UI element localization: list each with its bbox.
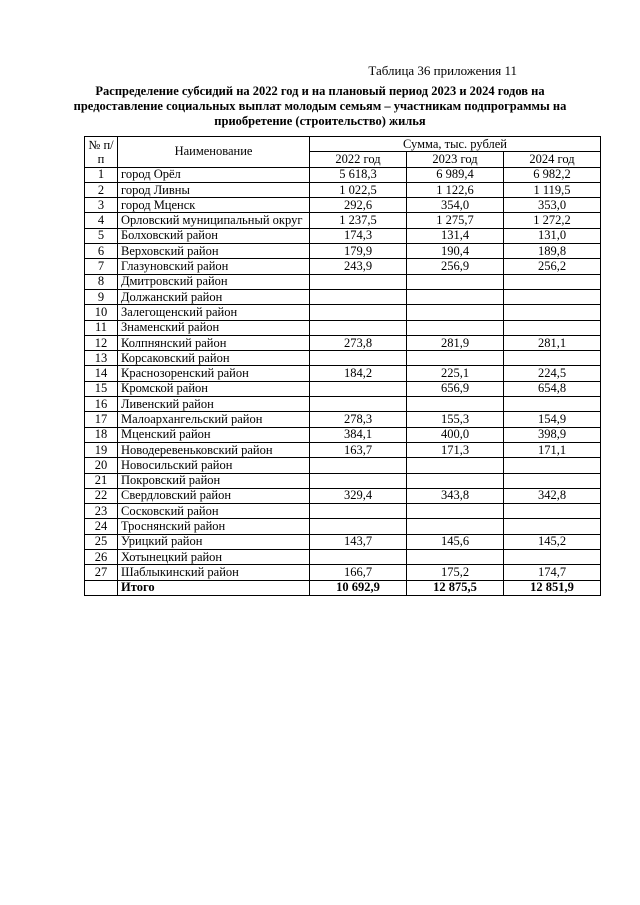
row-value-2024: 171,1 bbox=[504, 442, 601, 457]
row-name: Малоархангельский район bbox=[118, 412, 310, 427]
row-value-2024 bbox=[504, 458, 601, 473]
row-value-2023: 155,3 bbox=[407, 412, 504, 427]
row-value-2024: 189,8 bbox=[504, 244, 601, 259]
header-year-2022: 2022 год bbox=[310, 152, 407, 167]
table-row bbox=[85, 412, 601, 427]
row-number: 25 bbox=[85, 534, 118, 549]
row-value-2022: 184,2 bbox=[310, 366, 407, 381]
row-name: город Ливны bbox=[118, 182, 310, 197]
row-number: 4 bbox=[85, 213, 118, 228]
row-name: Корсаковский район bbox=[118, 351, 310, 366]
row-name: Новосильский район bbox=[118, 458, 310, 473]
row-value-2024 bbox=[504, 473, 601, 488]
total-2022: 10 692,9 bbox=[310, 580, 407, 595]
row-value-2022 bbox=[310, 305, 407, 320]
table-row bbox=[85, 228, 601, 243]
row-name: Ливенский район bbox=[118, 397, 310, 412]
row-value-2022 bbox=[310, 458, 407, 473]
table-row bbox=[85, 320, 601, 335]
row-value-2023: 281,9 bbox=[407, 335, 504, 350]
row-value-2022 bbox=[310, 550, 407, 565]
row-value-2024: 281,1 bbox=[504, 335, 601, 350]
row-value-2024 bbox=[504, 519, 601, 534]
table-row bbox=[85, 366, 601, 381]
row-value-2023: 190,4 bbox=[407, 244, 504, 259]
row-value-2022: 163,7 bbox=[310, 442, 407, 457]
row-number: 8 bbox=[85, 274, 118, 289]
table-row bbox=[85, 534, 601, 549]
row-number: 1 bbox=[85, 167, 118, 182]
row-value-2022: 273,8 bbox=[310, 335, 407, 350]
row-name: Мценский район bbox=[118, 427, 310, 442]
table-row bbox=[85, 442, 601, 457]
row-number: 18 bbox=[85, 427, 118, 442]
row-value-2023: 256,9 bbox=[407, 259, 504, 274]
row-value-2023: 6 989,4 bbox=[407, 167, 504, 182]
row-value-2023: 175,2 bbox=[407, 565, 504, 580]
row-name: Должанский район bbox=[118, 289, 310, 304]
row-value-2023: 354,0 bbox=[407, 198, 504, 213]
row-number: 3 bbox=[85, 198, 118, 213]
row-name: город Орёл bbox=[118, 167, 310, 182]
total-2023: 12 875,5 bbox=[407, 580, 504, 595]
row-number: 19 bbox=[85, 442, 118, 457]
row-name: Сосковский район bbox=[118, 504, 310, 519]
row-name: Хотынецкий район bbox=[118, 550, 310, 565]
table-row bbox=[85, 259, 601, 274]
table-body bbox=[85, 167, 601, 595]
row-value-2024 bbox=[504, 320, 601, 335]
row-value-2024 bbox=[504, 504, 601, 519]
table-row bbox=[85, 565, 601, 580]
row-name: Свердловский район bbox=[118, 488, 310, 503]
table-row bbox=[85, 473, 601, 488]
row-value-2023 bbox=[407, 305, 504, 320]
row-value-2023: 225,1 bbox=[407, 366, 504, 381]
row-value-2022: 1 022,5 bbox=[310, 182, 407, 197]
row-value-2024 bbox=[504, 397, 601, 412]
row-name: Новодеревеньковский район bbox=[118, 442, 310, 457]
row-value-2024: 154,9 bbox=[504, 412, 601, 427]
row-value-2024: 174,7 bbox=[504, 565, 601, 580]
row-value-2023: 343,8 bbox=[407, 488, 504, 503]
table-row bbox=[85, 167, 601, 182]
row-value-2023 bbox=[407, 351, 504, 366]
header-year-2023: 2023 год bbox=[407, 152, 504, 167]
row-value-2022 bbox=[310, 320, 407, 335]
row-value-2022: 329,4 bbox=[310, 488, 407, 503]
row-number: 11 bbox=[85, 320, 118, 335]
table-row bbox=[85, 289, 601, 304]
row-value-2024: 398,9 bbox=[504, 427, 601, 442]
row-value-2022 bbox=[310, 381, 407, 396]
table-caption: Таблица 36 приложения 11 bbox=[368, 63, 517, 78]
row-value-2022 bbox=[310, 289, 407, 304]
row-value-2022 bbox=[310, 351, 407, 366]
row-value-2024: 342,8 bbox=[504, 488, 601, 503]
table-row bbox=[85, 504, 601, 519]
row-value-2022 bbox=[310, 473, 407, 488]
row-number: 5 bbox=[85, 228, 118, 243]
row-number: 6 bbox=[85, 244, 118, 259]
row-name: Колпнянский район bbox=[118, 335, 310, 350]
row-value-2024: 1 119,5 bbox=[504, 182, 601, 197]
row-name: город Мценск bbox=[118, 198, 310, 213]
row-value-2024: 654,8 bbox=[504, 381, 601, 396]
row-name: Кромской район bbox=[118, 381, 310, 396]
row-name: Глазуновский район bbox=[118, 259, 310, 274]
table-row bbox=[85, 182, 601, 197]
row-value-2023 bbox=[407, 289, 504, 304]
row-value-2022: 143,7 bbox=[310, 534, 407, 549]
row-name: Залегощенский район bbox=[118, 305, 310, 320]
row-number: 12 bbox=[85, 335, 118, 350]
row-value-2022: 174,3 bbox=[310, 228, 407, 243]
row-value-2023 bbox=[407, 473, 504, 488]
row-number: 14 bbox=[85, 366, 118, 381]
row-name: Шаблыкинский район bbox=[118, 565, 310, 580]
row-value-2023: 656,9 bbox=[407, 381, 504, 396]
row-value-2022: 179,9 bbox=[310, 244, 407, 259]
row-number: 2 bbox=[85, 182, 118, 197]
table-row bbox=[85, 335, 601, 350]
row-value-2024 bbox=[504, 550, 601, 565]
row-name: Троснянский район bbox=[118, 519, 310, 534]
table-row bbox=[85, 458, 601, 473]
row-number: 20 bbox=[85, 458, 118, 473]
row-value-2024 bbox=[504, 305, 601, 320]
total-number bbox=[85, 580, 118, 595]
row-value-2023 bbox=[407, 458, 504, 473]
row-number: 27 bbox=[85, 565, 118, 580]
row-value-2022 bbox=[310, 504, 407, 519]
row-value-2024: 6 982,2 bbox=[504, 167, 601, 182]
row-value-2022: 5 618,3 bbox=[310, 167, 407, 182]
row-number: 13 bbox=[85, 351, 118, 366]
row-number: 23 bbox=[85, 504, 118, 519]
row-value-2024: 224,5 bbox=[504, 366, 601, 381]
row-value-2024 bbox=[504, 274, 601, 289]
table-row bbox=[85, 488, 601, 503]
row-name: Краснозоренский район bbox=[118, 366, 310, 381]
table-row bbox=[85, 519, 601, 534]
row-value-2024: 353,0 bbox=[504, 198, 601, 213]
row-value-2022: 166,7 bbox=[310, 565, 407, 580]
row-value-2024 bbox=[504, 351, 601, 366]
table-row bbox=[85, 198, 601, 213]
row-value-2023: 400,0 bbox=[407, 427, 504, 442]
row-value-2022 bbox=[310, 519, 407, 534]
row-value-2022: 278,3 bbox=[310, 412, 407, 427]
row-number: 16 bbox=[85, 397, 118, 412]
header-number: № п/п bbox=[85, 137, 118, 168]
row-value-2024: 256,2 bbox=[504, 259, 601, 274]
row-value-2023: 1 275,7 bbox=[407, 213, 504, 228]
row-value-2022: 292,6 bbox=[310, 198, 407, 213]
row-name: Болховский район bbox=[118, 228, 310, 243]
row-value-2023 bbox=[407, 397, 504, 412]
row-value-2024: 131,0 bbox=[504, 228, 601, 243]
row-value-2024: 1 272,2 bbox=[504, 213, 601, 228]
row-number: 9 bbox=[85, 289, 118, 304]
row-value-2022: 243,9 bbox=[310, 259, 407, 274]
row-value-2023: 131,4 bbox=[407, 228, 504, 243]
row-name: Дмитровский район bbox=[118, 274, 310, 289]
row-value-2023 bbox=[407, 504, 504, 519]
row-value-2022: 1 237,5 bbox=[310, 213, 407, 228]
row-number: 24 bbox=[85, 519, 118, 534]
row-value-2022 bbox=[310, 397, 407, 412]
row-number: 22 bbox=[85, 488, 118, 503]
row-value-2023: 171,3 bbox=[407, 442, 504, 457]
row-number: 10 bbox=[85, 305, 118, 320]
table-row bbox=[85, 305, 601, 320]
row-value-2022 bbox=[310, 274, 407, 289]
table-row bbox=[85, 397, 601, 412]
row-name: Орловский муниципальный округ bbox=[118, 213, 310, 228]
row-value-2023: 145,6 bbox=[407, 534, 504, 549]
table-row bbox=[85, 213, 601, 228]
row-name: Покровский район bbox=[118, 473, 310, 488]
total-row bbox=[85, 580, 601, 595]
row-value-2023 bbox=[407, 550, 504, 565]
row-number: 26 bbox=[85, 550, 118, 565]
row-name: Верховский район bbox=[118, 244, 310, 259]
row-number: 15 bbox=[85, 381, 118, 396]
row-name: Урицкий район bbox=[118, 534, 310, 549]
header-name: Наименование bbox=[118, 137, 310, 168]
row-value-2023: 1 122,6 bbox=[407, 182, 504, 197]
header-year-2024: 2024 год bbox=[504, 152, 601, 167]
row-value-2023 bbox=[407, 519, 504, 534]
total-2024: 12 851,9 bbox=[504, 580, 601, 595]
total-label: Итого bbox=[118, 580, 310, 595]
table-row bbox=[85, 550, 601, 565]
row-value-2022: 384,1 bbox=[310, 427, 407, 442]
table-row bbox=[85, 381, 601, 396]
table-row bbox=[85, 427, 601, 442]
header-sum: Сумма, тыс. рублей bbox=[310, 137, 601, 152]
document-title: Распределение субсидий на 2022 год и на плановый период 2023 и 2024 годов на предоставление социальных выплат молодым семьям – участникам подпрограммы на приобретение (строительство) жилья bbox=[73, 84, 567, 128]
row-value-2023 bbox=[407, 320, 504, 335]
row-value-2023 bbox=[407, 274, 504, 289]
row-number: 21 bbox=[85, 473, 118, 488]
table-row bbox=[85, 351, 601, 366]
row-value-2024 bbox=[504, 289, 601, 304]
row-name: Знаменский район bbox=[118, 320, 310, 335]
table-row bbox=[85, 244, 601, 259]
subsidy-table bbox=[84, 136, 601, 596]
row-number: 17 bbox=[85, 412, 118, 427]
table-row bbox=[85, 274, 601, 289]
row-value-2024: 145,2 bbox=[504, 534, 601, 549]
row-number: 7 bbox=[85, 259, 118, 274]
